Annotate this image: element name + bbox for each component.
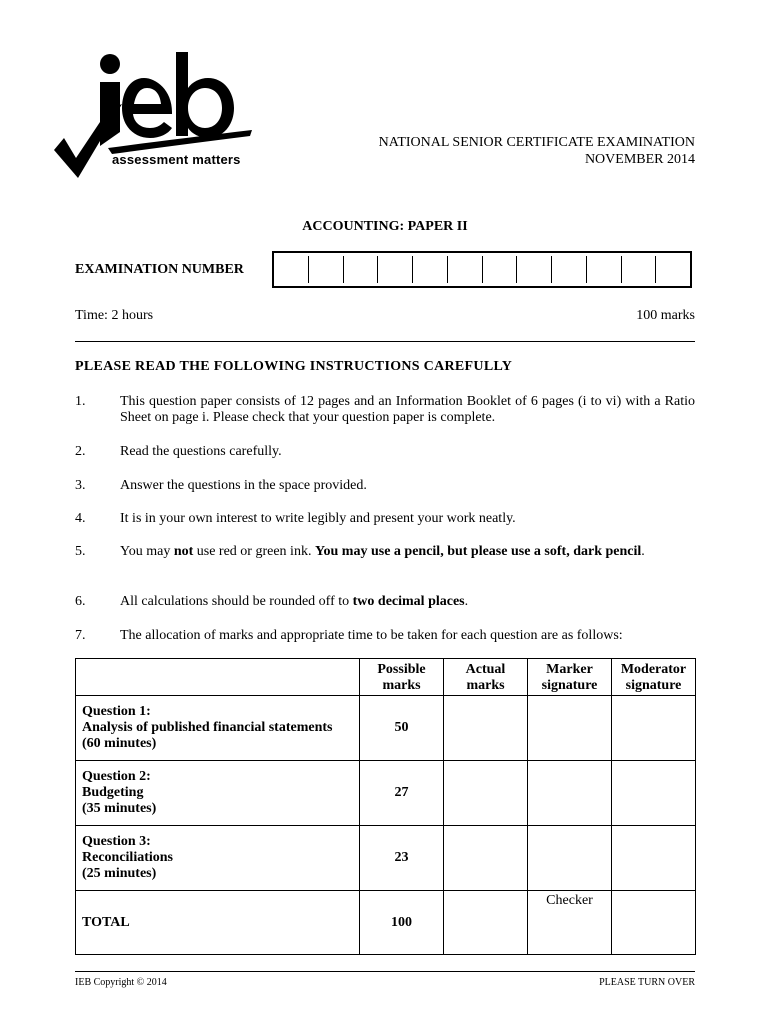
total-actual-marks-cell[interactable] (444, 891, 528, 955)
instruction-text: Read the questions carefully. (120, 444, 282, 459)
instruction-number: 5. (75, 544, 86, 559)
instruction-text: This question paper consists of 12 pages and an Information Booklet of 6 pages (i to vi) with a Ratio Sheet on page i. Please check that your question paper is complete. (120, 394, 695, 425)
header-marker-signature: Marker signature (528, 659, 612, 696)
instruction-number: 2. (75, 444, 86, 459)
table-row (76, 761, 696, 826)
header-moderator-signature: Moderator signature (612, 659, 696, 696)
instruction-number: 6. (75, 594, 86, 609)
exam-number-box[interactable] (655, 256, 690, 283)
blank-header-cell (76, 659, 360, 696)
exam-number-label: EXAMINATION NUMBER (75, 262, 244, 277)
divider (75, 341, 695, 342)
instruction-number: 3. (75, 478, 86, 493)
logo-tagline: assessment matters (112, 152, 241, 167)
exam-number-box[interactable] (274, 256, 308, 283)
instruction-number: 4. (75, 511, 86, 526)
exam-number-box[interactable] (621, 256, 656, 283)
marker-signature-cell[interactable] (528, 761, 612, 826)
exam-number-box[interactable] (482, 256, 517, 283)
moderator-signature-cell[interactable] (612, 761, 696, 826)
header-actual-marks: Actual marks (444, 659, 528, 696)
marker-signature-cell[interactable] (528, 826, 612, 891)
total-label: TOTAL (76, 891, 360, 955)
footer-copyright: IEB Copyright © 2014 (75, 977, 167, 988)
possible-marks-value: 23 (360, 826, 444, 891)
exam-number-box[interactable] (447, 256, 482, 283)
instructions-heading: PLEASE READ THE FOLLOWING INSTRUCTIONS CAREFULLY (75, 359, 513, 374)
footer-turn-over: PLEASE TURN OVER (599, 977, 695, 988)
paper-title: ACCOUNTING: PAPER II (302, 219, 468, 234)
total-marks: 100 marks (636, 308, 695, 323)
actual-marks-cell[interactable] (444, 761, 528, 826)
checker-label: Checker (528, 891, 612, 955)
instruction-text: The allocation of marks and appropriate time to be taken for each question are as follows: (120, 628, 623, 643)
moderator-signature-cell[interactable] (612, 826, 696, 891)
exam-number-box[interactable] (586, 256, 621, 283)
question-cell: Question 3: Reconciliations (25 minutes) (76, 826, 360, 891)
marker-signature-cell[interactable] (528, 696, 612, 761)
exam-header-line2: NOVEMBER 2014 (584, 152, 695, 167)
exam-number-boxes[interactable] (272, 251, 692, 288)
instruction-text: You may not use red or green ink. You may use a pencil, but please use a soft, dark pencil. (120, 544, 645, 559)
table-total-row (76, 891, 696, 955)
exam-number-box[interactable] (412, 256, 447, 283)
exam-header-line1: NATIONAL SENIOR CERTIFICATE EXAMINATION (378, 135, 695, 150)
instruction-text: Answer the questions in the space provided. (120, 478, 367, 493)
checker-signature-cell[interactable] (612, 891, 696, 955)
table-header-row (76, 659, 696, 696)
instruction-text: All calculations should be rounded off to two decimal places. (120, 594, 469, 609)
total-possible-marks: 100 (360, 891, 444, 955)
possible-marks-value: 50 (360, 696, 444, 761)
table-row (76, 826, 696, 891)
question-cell: Question 2: Budgeting (35 minutes) (76, 761, 360, 826)
exam-number-box[interactable] (308, 256, 343, 283)
exam-number-box[interactable] (551, 256, 586, 283)
instruction-text: It is in your own interest to write legibly and present your work neatly. (120, 511, 516, 526)
actual-marks-cell[interactable] (444, 826, 528, 891)
marks-allocation-table (75, 658, 696, 955)
footer-divider (75, 971, 695, 972)
exam-number-box[interactable] (516, 256, 551, 283)
instruction-number: 7. (75, 628, 86, 643)
instruction-number: 1. (75, 394, 86, 409)
header-possible-marks: Possible marks (360, 659, 444, 696)
exam-number-box[interactable] (377, 256, 412, 283)
exam-number-box[interactable] (343, 256, 378, 283)
question-cell: Question 1: Analysis of published financial statements (60 minutes) (76, 696, 360, 761)
table-row (76, 696, 696, 761)
actual-marks-cell[interactable] (444, 696, 528, 761)
time-allowed: Time: 2 hours (75, 308, 154, 323)
moderator-signature-cell[interactable] (612, 696, 696, 761)
possible-marks-value: 27 (360, 761, 444, 826)
